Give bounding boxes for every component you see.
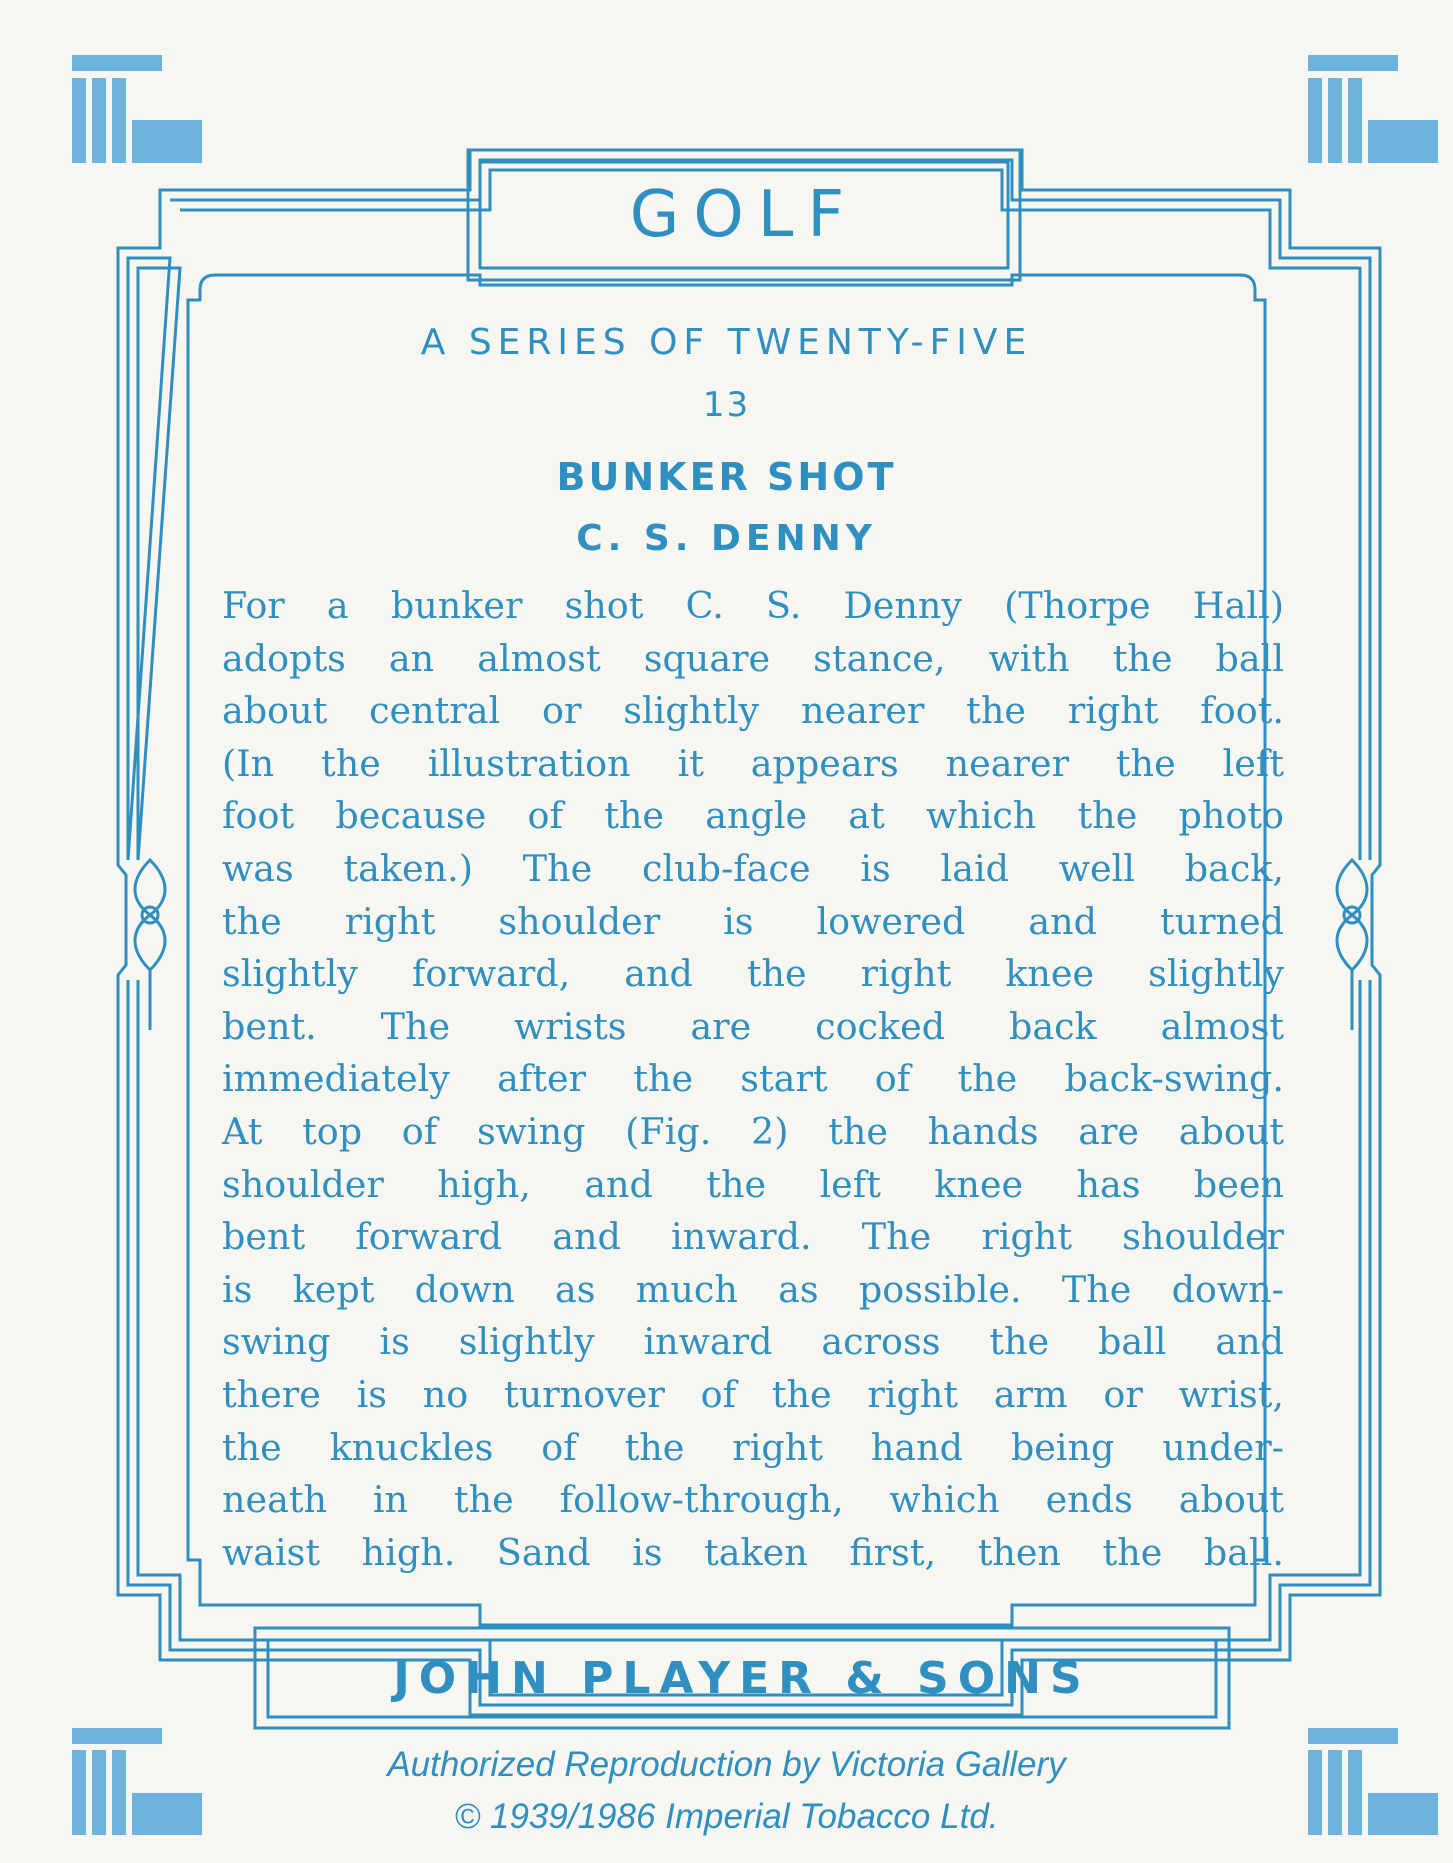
description-line: waist high. Sand is taken first, then the ball. [222, 1530, 1284, 1574]
description-text [222, 580, 1284, 1579]
description-line: swing is slightly inward across the ball and [222, 1320, 1284, 1364]
description-line: bent. The wrists are cocked back almost [222, 1004, 1284, 1048]
description-line: the knuckles of the right hand being under- [222, 1425, 1284, 1469]
card-title: BUNKER SHOT [556, 455, 897, 499]
description-line: was taken.) The club-face is laid well back, [222, 846, 1284, 890]
description-line: immediately after the start of the back-swing. [222, 1057, 1284, 1101]
description-line: At top of swing (Fig. 2) the hands are about [222, 1109, 1284, 1153]
description-line: (In the illustration it appears nearer the left [222, 741, 1284, 785]
series-label: A SERIES OF TWENTY-FIVE [420, 322, 1033, 363]
description-line: slightly forward, and the right knee slightly [222, 952, 1284, 996]
description-line: the right shoulder is lowered and turned [222, 899, 1284, 943]
card-number: 13 [702, 385, 751, 425]
maker-name: JOHN PLAYER & SONS [393, 1653, 1091, 1704]
description-line: there is no turnover of the right arm or wrist, [222, 1372, 1284, 1416]
description-line: shoulder high, and the left knee has been [222, 1162, 1284, 1206]
description-line: bent forward and inward. The right shoulder [222, 1215, 1284, 1259]
copyright-line: © 1939/1986 Imperial Tobacco Ltd. [454, 1797, 999, 1836]
player-name: C. S. DENNY [576, 518, 877, 559]
description-line: is kept down as much as possible. The down- [222, 1267, 1284, 1311]
description-line: adopts an almost square stance, with the ball [222, 636, 1284, 680]
card-heading: GOLF [629, 178, 859, 252]
description-line: neath in the follow-through, which ends about [222, 1478, 1284, 1522]
description-line: about central or slightly nearer the right foot. [222, 689, 1284, 733]
maker-box [268, 1640, 1216, 1717]
monogram-logo-icon [72, 55, 202, 163]
description-line: foot because of the angle at which the photo [222, 794, 1284, 838]
title-box [468, 150, 1020, 280]
reproduction-credit: Authorized Reproduction by Victoria Gallery [387, 1745, 1066, 1784]
description-line: For a bunker shot C. S. Denny (Thorpe Hall) [222, 584, 1284, 627]
